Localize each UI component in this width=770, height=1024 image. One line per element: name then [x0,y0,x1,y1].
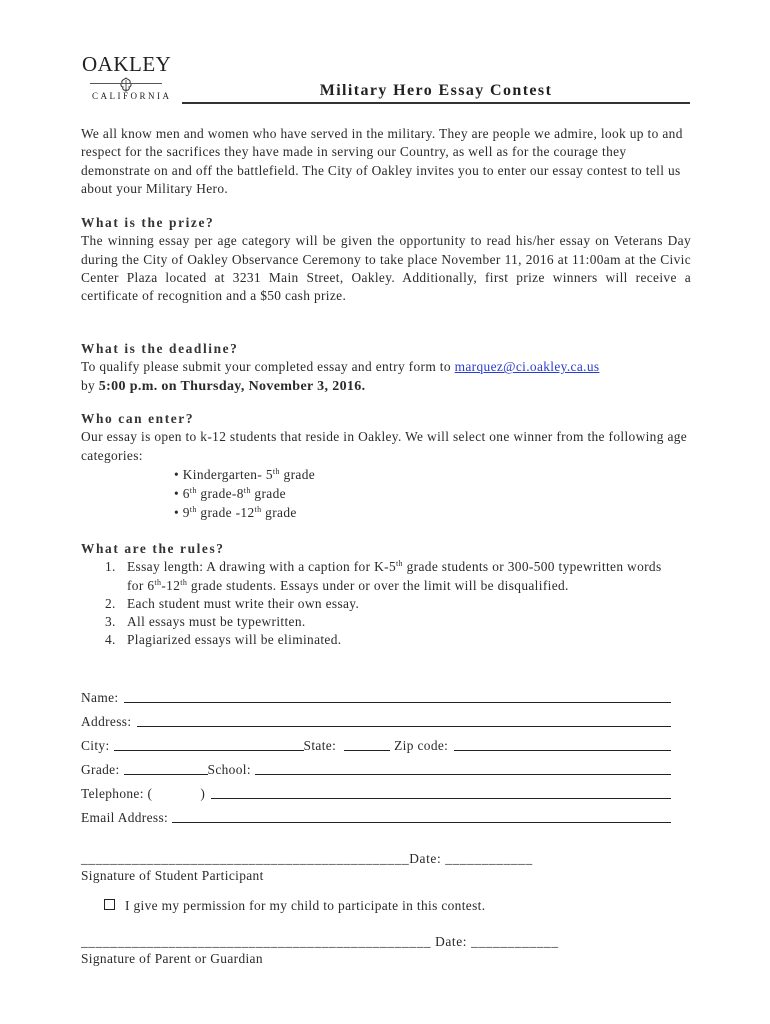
deadline-heading: What is the deadline? [81,341,239,356]
logo-divider [90,83,162,84]
permission-label: I give my permission for my child to participate in this contest. [125,898,486,913]
state-input[interactable] [344,736,390,751]
list-item: 3. All essays must be typewritten. [105,614,306,630]
state-label: State: [303,738,337,753]
school-input[interactable] [255,760,671,775]
eligibility-text: Our essay is open to k-12 students that reside in Oakley. We will select one winner from the following age categories: [81,429,688,463]
deadline-date [81,377,691,396]
email-input[interactable] [172,808,671,823]
city-input[interactable] [114,736,304,751]
permission-row[interactable] [104,898,485,914]
parent-signature-line[interactable]: ________________________________________________ Date: ____________ [81,934,559,949]
city-state-zip-row [81,734,671,754]
list-item: • 9th grade -12th grade [174,503,315,522]
intro-paragraph: We all know men and women who have served in the military. They are people we admire, look up to and respect for the sacrifices they have made in serving our Country, as well as for the courage they demonstrate on and off the battlefield. The City of Oakley invites you to enter our essay contest to tell us about your Military Hero. [81,126,683,196]
address-label: Address: [81,714,132,729]
deadline-section [81,340,691,396]
name-field[interactable] [81,686,671,706]
deadline-when: 5:00 p.m. on Thursday, November 3, 2016. [98,378,366,394]
telephone-input[interactable] [211,784,671,799]
page-title: Military Hero Essay Contest [182,82,690,104]
parent-signature-caption: Signature of Parent or Guardian [81,951,263,966]
city-label: City: [81,738,110,753]
name-input[interactable] [124,688,671,703]
zip-label: Zip code: [394,738,449,753]
telephone-paren: ) [200,786,206,801]
eligibility-heading: Who can enter? [81,411,195,426]
logo-subtitle: CALIFORNIA [92,91,172,101]
logo-wordmark: OAKLEY [82,52,172,76]
email-field[interactable] [81,806,671,826]
school-label: School: [207,762,251,777]
name-label: Name: [81,690,119,705]
list-item: 4. Plagiarized essays will be eliminated. [105,632,342,648]
grade-label: Grade: [81,762,120,777]
age-categories-list [174,465,315,522]
grade-input[interactable] [124,760,208,775]
rules-list [81,558,681,649]
student-signature-line[interactable]: _____________________________________________Date: ____________ [81,851,533,866]
telephone-label: Telephone: ( [81,786,153,801]
list-item: • Kindergarten- 5th grade [174,465,315,484]
permission-checkbox[interactable] [104,899,115,910]
list-item: • 6th grade-8th grade [174,484,315,503]
rules-section [81,540,681,650]
oakley-logo [82,52,172,104]
deadline-instruction: To qualify please submit your completed essay and entry form to [81,359,455,375]
prize-section [81,214,691,305]
rules-heading: What are the rules? [81,541,225,556]
email-link[interactable]: marquez@ci.oakley.ca.us [454,359,600,375]
deadline-by: by [81,377,99,393]
prize-text: The winning essay per age category will be given the opportunity to read his/her essay on Veterans Day during the City of Oakley Observance Ceremony to take place November 11, 2016 at 11:00am at the Civic Center Plaza located at 3231 Main Street, Oakley. Additionally, first prize winners will receive a certificate of recognition and a $50 cash prize. [81,233,691,304]
list-item: 1. Essay length: A drawing with a caption for K-5th grade students or 300-500 typewritten words for 6th-12th grade students. Essays under or over the limit will be disqualified. [105,559,662,593]
address-field[interactable] [81,710,671,730]
email-label: Email Address: [81,810,169,825]
address-input[interactable] [137,712,671,727]
list-item: 2. Each student must write their own essay. [105,595,360,611]
grade-school-row [81,758,671,778]
telephone-field[interactable] [81,782,671,802]
student-signature-caption: Signature of Student Participant [81,868,264,883]
eligibility-section [81,410,691,465]
prize-heading: What is the prize? [81,215,215,230]
deadline-text [81,358,691,376]
zip-input[interactable] [454,736,671,751]
